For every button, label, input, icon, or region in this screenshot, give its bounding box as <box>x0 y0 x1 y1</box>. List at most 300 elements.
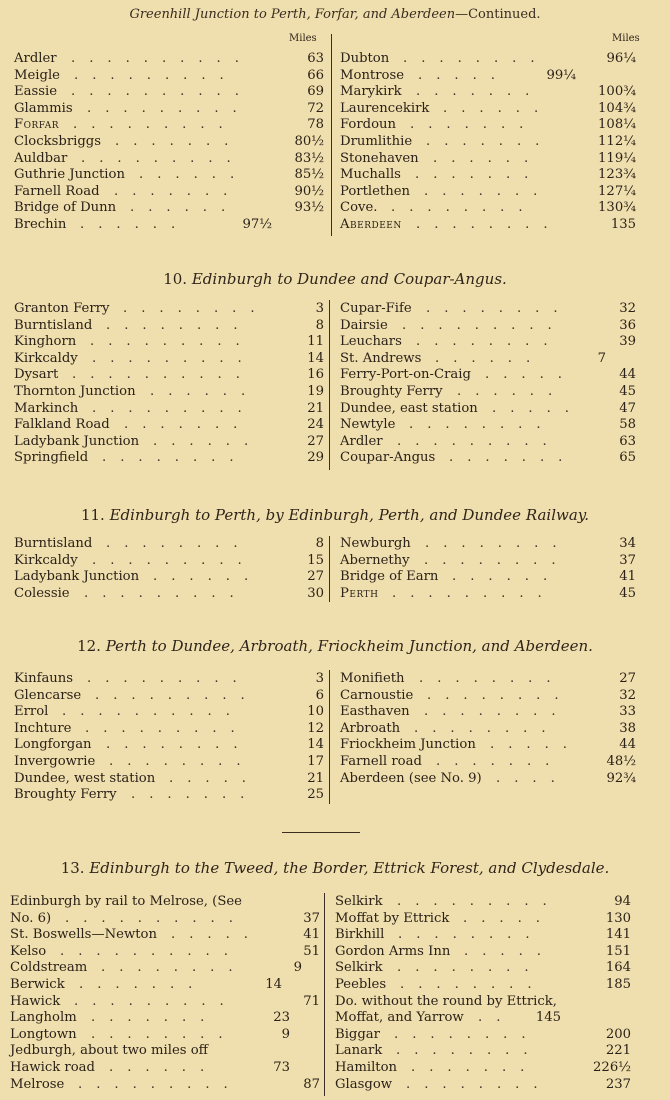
timetable-row <box>340 771 636 788</box>
timetable-row <box>340 367 636 384</box>
timetable-row <box>340 217 636 234</box>
station-name: Granton Ferry <box>14 301 110 316</box>
station-name: Marykirk <box>340 84 402 100</box>
leader-dots: ......... <box>78 1076 242 1092</box>
leader-dots: ...... <box>150 383 260 399</box>
timetable-row <box>10 960 320 977</box>
station-name: Burntisland <box>14 317 93 333</box>
station-name: Kinghorn <box>14 334 77 350</box>
leader-dots: ...... <box>435 350 545 366</box>
mileage-value: 25 <box>307 787 324 803</box>
station-name: Selkirk <box>335 894 383 909</box>
mileage-value: 10 <box>307 704 324 720</box>
timetable-row <box>335 977 631 994</box>
leader-dots: ........ <box>398 927 544 943</box>
leader-dots: ......... <box>87 100 251 116</box>
mileage-value: 30 <box>307 585 324 601</box>
leader-dots: ...... <box>109 1059 219 1075</box>
mileage-value: 9 <box>281 1026 290 1042</box>
station-name: Melrose <box>10 1076 65 1092</box>
section-11-title: 11. Edinburgh to Perth, by Edinburgh, Perth, and Dundee Railway. <box>80 506 590 524</box>
station-name: Edinburgh by rail to Melrose, (See <box>10 894 242 909</box>
leader-dots: ........ <box>427 687 573 703</box>
mileage-value: 119¼ <box>598 150 636 166</box>
mileage-value: 164 <box>605 960 631 976</box>
station-name: Clocksbriggs <box>14 133 102 149</box>
station-name: Broughty Ferry <box>340 383 443 399</box>
station-name: Kelso <box>10 943 47 959</box>
station-name: Errol <box>14 704 49 720</box>
mileage-value: 21 <box>307 400 324 416</box>
leader-dots: .. <box>478 1010 515 1026</box>
station-name: Monifieth <box>340 671 405 686</box>
section-10-title: 10. Edinburgh to Dundee and Coupar-Angus. <box>163 270 507 288</box>
station-name: Montrose <box>340 67 405 83</box>
timetable-row <box>340 318 636 335</box>
mileage-value: 15 <box>307 552 324 568</box>
section-10-left-column <box>14 301 324 467</box>
timetable-row <box>340 450 636 467</box>
timetable-row <box>14 586 324 603</box>
timetable-row <box>14 536 324 553</box>
leader-dots: ....... <box>114 183 242 199</box>
leader-dots: ........ <box>391 200 537 216</box>
leader-dots: ....... <box>449 450 577 466</box>
station-name: Carnoustie <box>340 687 414 703</box>
station-name: Coupar-Angus <box>340 450 436 466</box>
station-name: Kinfauns <box>14 671 74 686</box>
timetable-row <box>10 977 320 994</box>
leader-dots: ..... <box>485 367 576 383</box>
timetable-row <box>14 704 324 721</box>
station-name: Lanark <box>335 1043 383 1059</box>
leader-dots: ......... <box>81 150 245 166</box>
timetable-row <box>14 384 324 401</box>
timetable-row <box>10 911 320 928</box>
leader-dots: .......... <box>71 84 253 100</box>
timetable-row <box>14 51 324 68</box>
timetable-row <box>14 754 324 771</box>
mileage-value: 130¾ <box>598 200 636 216</box>
leader-dots: ...... <box>443 100 553 116</box>
mileage-value: 14 <box>307 350 324 366</box>
timetable-row <box>14 318 324 335</box>
timetable-row <box>14 434 324 451</box>
mileage-value: 41 <box>303 927 320 943</box>
timetable-row <box>14 367 324 384</box>
station-name: Berwick <box>10 976 65 992</box>
station-name: Stonehaven <box>340 150 419 166</box>
mileage-value: 51 <box>303 943 320 959</box>
leader-dots: .......... <box>65 910 247 926</box>
station-name: Hawick road <box>10 1059 95 1075</box>
timetable-row <box>335 1077 631 1094</box>
timetable-row <box>340 704 636 721</box>
leader-dots: .......... <box>72 367 254 383</box>
timetable-row <box>340 334 636 351</box>
mileage-value: 63 <box>619 433 636 449</box>
mileage-value: 6 <box>315 687 324 703</box>
station-name: Abernethy <box>340 552 410 568</box>
leader-dots: ........ <box>106 317 252 333</box>
station-name: Cove. <box>340 200 378 216</box>
leader-dots: ......... <box>402 317 566 333</box>
station-name: Newburgh <box>340 536 411 551</box>
station-name: Gordon Arms Inn <box>335 943 451 959</box>
leader-dots: ....... <box>436 753 564 769</box>
station-name: Dundee, west station <box>14 770 156 786</box>
leader-dots: ........ <box>425 536 571 551</box>
leader-dots: ........ <box>426 301 572 316</box>
section-13-divider <box>324 893 325 1096</box>
timetable-row <box>340 737 636 754</box>
timetable-row <box>10 1043 320 1060</box>
mileage-value: 221 <box>605 1043 631 1059</box>
mileage-value: 3 <box>315 671 324 686</box>
timetable-row <box>335 894 631 911</box>
timetable-row <box>340 569 636 586</box>
mileage-value: 66 <box>307 67 324 83</box>
station-name: Colessie <box>14 585 70 601</box>
section-9-divider <box>331 34 332 236</box>
timetable-row <box>340 384 636 401</box>
timetable-row <box>340 134 636 151</box>
station-name: Dundee, east station <box>340 400 478 416</box>
timetable-row <box>14 200 324 217</box>
timetable-row <box>340 101 636 118</box>
mileage-value: 47 <box>619 400 636 416</box>
station-name: Glammis <box>14 100 73 116</box>
leader-dots: .... <box>496 770 569 786</box>
running-head-title: Greenhill Junction to Perth, Forfar, and Aberdeen <box>129 7 456 22</box>
timetable-row <box>14 184 324 201</box>
mileage-value: 17 <box>307 753 324 769</box>
running-head-continued: —Continued. <box>455 7 541 22</box>
leader-dots: ...... <box>139 167 249 183</box>
timetable-row <box>340 721 636 738</box>
mileage-value: 29 <box>307 450 324 466</box>
timetable-row <box>335 911 631 928</box>
mileage-value: 65 <box>619 450 636 466</box>
station-name: Springfield <box>14 450 89 466</box>
mileage-value: 27 <box>619 671 636 686</box>
leader-dots: ........ <box>414 720 560 736</box>
leader-dots: ......... <box>397 433 561 449</box>
leader-dots: ........ <box>416 334 562 350</box>
station-name: Do. without the round by Ettrick, <box>335 993 557 1009</box>
mileage-value: 14 <box>307 737 324 753</box>
timetable-row <box>14 401 324 418</box>
leader-dots: ........ <box>123 301 269 316</box>
leader-dots: .......... <box>60 943 242 959</box>
station-name: Laurencekirk <box>340 100 430 116</box>
station-name: Farnell Road <box>14 183 100 199</box>
timetable-row <box>340 351 636 368</box>
timetable-row <box>10 944 320 961</box>
leader-dots: .......... <box>71 51 253 66</box>
leader-dots: ........ <box>397 960 543 976</box>
timetable-row <box>14 84 324 101</box>
mileage-value: 99¼ <box>546 67 576 83</box>
station-name: Muchalls <box>340 167 401 183</box>
leader-dots: ....... <box>115 133 243 149</box>
mileage-value: 127¼ <box>598 183 636 199</box>
station-name: Falkland Road <box>14 417 110 433</box>
leader-dots: ........ <box>419 671 565 686</box>
mileage-value: 108¼ <box>598 117 636 133</box>
timetable-row <box>14 553 324 570</box>
station-name: Auldbar <box>14 150 68 166</box>
mileage-value: 12 <box>307 720 324 736</box>
station-name: Invergowrie <box>14 753 96 769</box>
leader-dots: ........ <box>403 51 549 66</box>
mileage-value: 27 <box>307 569 324 585</box>
station-name: Moffat, and Yarrow <box>335 1010 464 1026</box>
station-name: Cupar-Fife <box>340 301 412 316</box>
mileage-value: 32 <box>619 301 636 316</box>
timetable-row <box>14 334 324 351</box>
section-11-divider <box>329 536 330 602</box>
station-name: Ardler <box>340 433 383 449</box>
station-name: Ferry-Port-on-Craig <box>340 367 471 383</box>
leader-dots: ........ <box>106 536 252 551</box>
timetable-row <box>10 994 320 1011</box>
mileage-value: 21 <box>307 770 324 786</box>
mileage-value: 45 <box>619 585 636 601</box>
station-name: Thornton Junction <box>14 383 136 399</box>
leader-dots: ........ <box>394 1026 540 1042</box>
timetable-row <box>335 1060 631 1077</box>
leader-dots: ..... <box>171 927 262 943</box>
timetable-row <box>14 301 324 318</box>
timetable-row <box>340 417 636 434</box>
leader-dots: ...... <box>433 150 543 166</box>
mileage-value: 151 <box>605 943 631 959</box>
mileage-value: 19 <box>307 383 324 399</box>
mileage-value: 9 <box>293 960 302 976</box>
station-name: Biggar <box>335 1026 380 1042</box>
mileage-value: 27 <box>307 433 324 449</box>
station-name: Inchture <box>14 720 72 736</box>
timetable-row <box>340 434 636 451</box>
station-name: Ladybank Junction <box>14 433 140 449</box>
station-name: Glencarse <box>14 687 82 703</box>
leader-dots: ......... <box>397 894 561 909</box>
leader-dots: ........ <box>409 417 555 433</box>
station-name: Ardler <box>14 51 57 66</box>
leader-dots: ......... <box>392 585 556 601</box>
leader-dots: ........ <box>424 704 570 720</box>
section-13-title: 13. Edinburgh to the Tweed, the Border, Ettrick Forest, and Clydesdale. <box>60 859 610 877</box>
timetable-row <box>340 51 636 68</box>
leader-dots: .......... <box>62 704 244 720</box>
mileage-value: 100¾ <box>598 84 636 100</box>
leader-dots: ........ <box>406 1076 552 1092</box>
timetable-row <box>340 84 636 101</box>
station-name: St. Andrews <box>340 350 422 366</box>
leader-dots: ........ <box>400 976 546 992</box>
mileage-value: 72 <box>307 100 324 116</box>
timetable-row <box>335 1043 631 1060</box>
leader-dots: ..... <box>464 943 555 959</box>
station-name: Peebles <box>335 976 387 992</box>
timetable-row <box>14 101 324 118</box>
leader-dots: ....... <box>91 1010 219 1026</box>
station-name: Ladybank Junction <box>14 569 140 585</box>
station-name: St. Boswells—Newton <box>10 927 157 943</box>
station-name: Aberdeen (see No. 9) <box>340 770 482 786</box>
timetable-row <box>10 894 320 911</box>
station-name: Kirkcaldy <box>14 552 78 568</box>
leader-dots: ......... <box>92 552 256 568</box>
timetable-row <box>10 1060 320 1077</box>
mileage-value: 73 <box>273 1059 290 1075</box>
leader-dots: ......... <box>92 350 256 366</box>
leader-dots: ........ <box>424 552 570 568</box>
timetable-row <box>340 167 636 184</box>
station-name: Brechin <box>14 216 67 232</box>
leader-dots: ......... <box>74 67 238 83</box>
station-name: Langholm <box>10 1010 77 1026</box>
leader-dots: ......... <box>74 993 238 1009</box>
mileage-value: 23 <box>273 1010 290 1026</box>
station-name: Dairsie <box>340 317 388 333</box>
mileage-value: 93½ <box>294 200 324 216</box>
leader-dots: ........ <box>102 450 248 466</box>
mileage-value: 104¾ <box>598 100 636 116</box>
mileage-value: 135 <box>610 216 636 232</box>
section-12-divider <box>329 670 330 804</box>
station-name: Glasgow <box>335 1076 393 1092</box>
mileage-value: 185 <box>605 976 631 992</box>
leader-dots: ......... <box>92 400 256 416</box>
mileage-value: 14 <box>265 976 282 992</box>
section-12-left-column <box>14 671 324 804</box>
station-name: Drumlithie <box>340 133 413 149</box>
mileage-value: 48½ <box>606 753 636 769</box>
mileage-value: 58 <box>619 417 636 433</box>
station-name: No. 6) <box>10 910 52 926</box>
timetable-row <box>10 1010 320 1027</box>
mileage-value: 80½ <box>294 133 324 149</box>
timetable-row <box>335 944 631 961</box>
leader-dots: ....... <box>410 117 538 133</box>
leader-dots: ...... <box>153 433 263 449</box>
section-11-left-column <box>14 536 324 602</box>
timetable-row <box>14 671 324 688</box>
timetable-row <box>335 927 631 944</box>
mileage-value: 34 <box>619 536 636 551</box>
timetable-row <box>14 787 324 804</box>
timetable-row <box>14 151 324 168</box>
mileage-value: 90½ <box>294 183 324 199</box>
mileage-value: 11 <box>307 334 324 350</box>
mileage-value: 112¼ <box>598 133 636 149</box>
section-11-right-column <box>340 536 636 602</box>
leader-dots: ...... <box>130 200 240 216</box>
timetable-row <box>14 450 324 467</box>
timetable-row <box>335 994 631 1011</box>
mileage-value: 44 <box>619 367 636 383</box>
mileage-value: 8 <box>315 317 324 333</box>
station-name: Friockheim Junction <box>340 737 476 753</box>
station-name: Guthrie Junction <box>14 167 125 183</box>
station-name: Fordoun <box>340 117 397 133</box>
timetable-row <box>340 586 636 603</box>
section-13-left-column <box>10 894 320 1093</box>
timetable-row <box>14 68 324 85</box>
station-name: Farnell road <box>340 753 422 769</box>
timetable-row <box>14 688 324 705</box>
leader-dots: ......... <box>73 117 237 133</box>
mileage-value: 45 <box>619 383 636 399</box>
leader-dots: ...... <box>457 383 567 399</box>
timetable-row <box>335 960 631 977</box>
timetable-row <box>14 351 324 368</box>
mileage-value: 237 <box>605 1076 631 1092</box>
mileage-value: 123¾ <box>598 167 636 183</box>
timetable-row <box>14 569 324 586</box>
timetable-row <box>340 117 636 134</box>
station-name: Birkhill <box>335 927 385 943</box>
station-name: Easthaven <box>340 704 410 720</box>
leader-dots: ........ <box>416 216 562 232</box>
leader-dots: ..... <box>418 67 509 83</box>
miles-header-right: Miles <box>612 33 640 44</box>
mileage-value: 8 <box>315 536 324 551</box>
leader-dots: ........ <box>101 960 247 976</box>
mileage-value: 78 <box>307 117 324 133</box>
station-name: Portlethen <box>340 183 410 199</box>
leader-dots: ......... <box>90 334 254 350</box>
mileage-value: 92¾ <box>606 770 636 786</box>
station-name: Dubton <box>340 51 390 66</box>
station-name: Markinch <box>14 400 79 416</box>
station-name: Leuchars <box>340 334 402 350</box>
section-9-right-column <box>340 51 636 234</box>
station-name: Bridge of Dunn <box>14 200 117 216</box>
station-name: Burntisland <box>14 536 93 551</box>
section-10-right-column <box>340 301 636 467</box>
timetable-row <box>335 1010 631 1027</box>
mileage-value: 85½ <box>294 167 324 183</box>
mileage-value: 145 <box>535 1010 561 1026</box>
station-name: Longtown <box>10 1026 77 1042</box>
timetable-row <box>340 68 636 85</box>
leader-dots: ..... <box>169 770 260 786</box>
timetable-row <box>340 688 636 705</box>
timetable-row <box>14 167 324 184</box>
mileage-value: 130 <box>605 910 631 926</box>
timetable-row <box>340 151 636 168</box>
mileage-value: 37 <box>303 910 320 926</box>
station-name: Perth <box>340 585 379 601</box>
timetable-row <box>14 721 324 738</box>
mileage-value: 44 <box>619 737 636 753</box>
timetable-row <box>10 927 320 944</box>
station-name: Jedburgh, about two miles off <box>10 1043 209 1059</box>
leader-dots: ..... <box>490 737 581 753</box>
mileage-value: 97½ <box>242 216 272 232</box>
leader-dots: ..... <box>492 400 583 416</box>
station-name: Bridge of Earn <box>340 569 439 585</box>
leader-dots: ....... <box>415 167 543 183</box>
timetable-row <box>340 553 636 570</box>
timetable-row <box>14 737 324 754</box>
leader-dots: ......... <box>87 671 251 686</box>
section-10-divider <box>329 300 330 470</box>
station-name: Moffat by Ettrick <box>335 910 450 926</box>
